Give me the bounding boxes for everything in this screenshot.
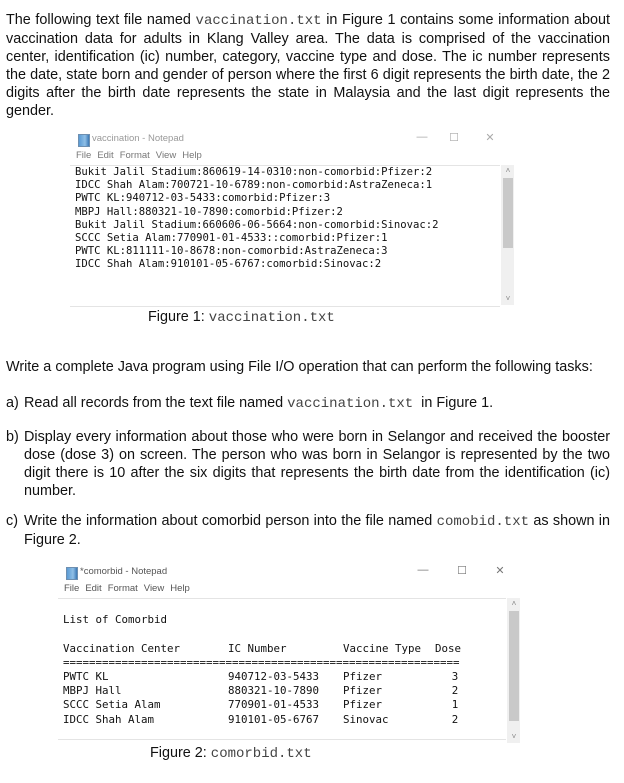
menu-bar bbox=[70, 150, 514, 164]
text-line: MBPJ Hall:880321-10-7890:comorbid:Pfizer:2 bbox=[75, 205, 343, 218]
notepad-icon bbox=[78, 134, 90, 147]
figure1-caption bbox=[148, 308, 335, 327]
cell-center: MBPJ Hall bbox=[63, 684, 122, 698]
text-line: PWTC KL:811111-10-8678:non-comorbid:AstraZeneca:3 bbox=[75, 245, 388, 258]
task-intro: Write a complete Java program using File I/O operation that can perform the following tasks: bbox=[6, 359, 593, 375]
scrollbar-thumb[interactable] bbox=[509, 611, 519, 721]
cell-vaccine: Pfizer bbox=[343, 684, 383, 698]
task-a-filename: vaccination.txt bbox=[287, 396, 414, 412]
cell-vaccine: Pfizer bbox=[343, 698, 383, 712]
text-area[interactable] bbox=[58, 598, 506, 740]
task-a-text: Read all records from the text file named bbox=[24, 395, 288, 411]
close-button[interactable]: ✕ bbox=[495, 565, 505, 577]
menu-format[interactable]: Format bbox=[119, 150, 150, 161]
list-marker: c) bbox=[6, 513, 18, 529]
table-header bbox=[63, 642, 506, 656]
cell-center: SCCC Setia Alam bbox=[63, 698, 161, 712]
caption-label: Figure 1: bbox=[148, 309, 205, 325]
maximize-button[interactable]: ☐ bbox=[457, 565, 467, 577]
list-heading: List of Comorbid bbox=[63, 613, 168, 627]
task-a-body bbox=[24, 394, 610, 413]
cell-ic: 880321-10-7890 bbox=[228, 684, 320, 698]
cell-dose: 2 bbox=[451, 712, 459, 726]
cell-dose: 3 bbox=[451, 670, 459, 683]
vertical-scrollbar[interactable] bbox=[501, 165, 514, 305]
intro-text-rest: in Figure 1 contains some information about vaccination data for adults in Klang Valley area. The data is comprised of the vaccination center, identification (ic) number, category, vaccine type and dose. The ic number represents the date, state born and gender of person where the first 6 digit represents the birth date, the 2 digits after the birth date represents the state in Malaysia and the last digit represents the gender. bbox=[6, 12, 610, 119]
list-marker: a) bbox=[6, 395, 19, 411]
intro-paragraph bbox=[6, 11, 610, 120]
menu-edit[interactable]: Edit bbox=[97, 150, 114, 161]
cell-dose: 1 bbox=[451, 698, 459, 712]
vertical-scrollbar[interactable] bbox=[507, 598, 520, 743]
notepad-window-vaccination bbox=[70, 128, 514, 308]
task-c-text: Write the information about comorbid person into the file named bbox=[24, 513, 437, 529]
menu-bar bbox=[58, 583, 520, 597]
caption-filename: comorbid.txt bbox=[210, 746, 312, 762]
caption-filename: vaccination.txt bbox=[208, 310, 335, 326]
menu-view[interactable]: View bbox=[143, 583, 165, 594]
figure2-caption bbox=[150, 744, 312, 763]
cell-ic: 770901-01-4533 bbox=[228, 698, 320, 712]
list-marker: b) bbox=[6, 429, 19, 445]
task-c-body bbox=[24, 512, 610, 549]
cell-center: PWTC KL bbox=[63, 670, 109, 683]
text-area[interactable] bbox=[70, 165, 500, 307]
table-row bbox=[63, 713, 506, 727]
minimize-button[interactable]: — bbox=[416, 131, 428, 143]
maximize-button[interactable]: ☐ bbox=[449, 132, 459, 144]
scroll-down-icon[interactable]: ˅ bbox=[511, 732, 517, 741]
task-b bbox=[6, 428, 610, 500]
text-line: SCCC Setia Alam:770901-01-4533::comorbid:Pfizer:1 bbox=[75, 232, 388, 245]
cell-vaccine: Sinovac bbox=[343, 712, 389, 726]
text-line: PWTC KL:940712-03-5433:comorbid:Pfizer:3 bbox=[75, 192, 331, 205]
cell-vaccine: Pfizer bbox=[343, 670, 383, 683]
window-title: *comorbid - Notepad bbox=[80, 566, 168, 577]
scroll-up-icon[interactable]: ˄ bbox=[511, 599, 517, 608]
scrollbar-thumb[interactable] bbox=[503, 178, 513, 248]
text-line: IDCC Shah Alam:910101-05-6767:comorbid:Sinovac:2 bbox=[75, 258, 382, 271]
table-row bbox=[63, 698, 506, 712]
table-row bbox=[63, 670, 506, 684]
notepad-window-comorbid bbox=[58, 561, 520, 741]
menu-edit[interactable]: Edit bbox=[85, 583, 102, 594]
menu-file[interactable]: File bbox=[64, 583, 80, 594]
text-line: IDCC Shah Alam:700721-10-6789:non-comorbid:AstraZeneca:1 bbox=[75, 179, 433, 192]
text-line: Bukit Jalil Stadium:860619-14-0310:non-comorbid:Pfizer:2 bbox=[75, 166, 433, 178]
col-header: Dose bbox=[435, 641, 462, 655]
caption-label: Figure 2: bbox=[150, 745, 207, 761]
title-bar bbox=[58, 561, 520, 583]
task-c-filename: comobid.txt bbox=[436, 514, 530, 530]
intro-filename: vaccination.txt bbox=[195, 13, 322, 29]
intro-text-start: The following text file named bbox=[6, 12, 196, 28]
table-row bbox=[63, 684, 506, 698]
task-c bbox=[6, 512, 610, 549]
text-line: Bukit Jalil Stadium:660606-06-5664:non-comorbid:Sinovac:2 bbox=[75, 218, 439, 231]
menu-view[interactable]: View bbox=[155, 150, 177, 161]
col-header: Vaccination Center bbox=[63, 641, 181, 655]
menu-file[interactable]: File bbox=[76, 150, 92, 161]
cell-ic: 940712-03-5433 bbox=[228, 670, 320, 683]
close-button[interactable]: ✕ bbox=[485, 132, 495, 144]
cell-center: IDCC Shah Alam bbox=[63, 712, 155, 726]
col-header: IC Number bbox=[228, 641, 287, 655]
menu-format[interactable]: Format bbox=[107, 583, 138, 594]
separator: ============================================================= bbox=[63, 655, 460, 669]
task-a-text-end: in Figure 1. bbox=[413, 395, 494, 411]
task-a bbox=[6, 394, 610, 413]
notepad-icon bbox=[66, 567, 78, 580]
minimize-button[interactable]: — bbox=[417, 564, 429, 576]
cell-dose: 2 bbox=[451, 684, 459, 698]
menu-help[interactable]: Help bbox=[182, 150, 202, 161]
task-b-text: Display every information about those who were born in Selangor and received the booster dose (dose 3) on screen. The person who was born in Selangor is represented by the two digit there is 10 after the six digits that represents the birth date from the identification (ic) number. bbox=[24, 429, 610, 499]
title-bar bbox=[70, 128, 514, 150]
window-title: vaccination - Notepad bbox=[92, 133, 184, 144]
menu-help[interactable]: Help bbox=[170, 583, 190, 594]
task-c-text-end: as shown in Figure 2. bbox=[24, 513, 610, 548]
scroll-down-icon[interactable]: ˅ bbox=[505, 294, 511, 303]
scroll-up-icon[interactable]: ˄ bbox=[505, 166, 511, 175]
cell-ic: 910101-05-6767 bbox=[228, 712, 320, 726]
col-header: Vaccine Type bbox=[343, 641, 422, 655]
